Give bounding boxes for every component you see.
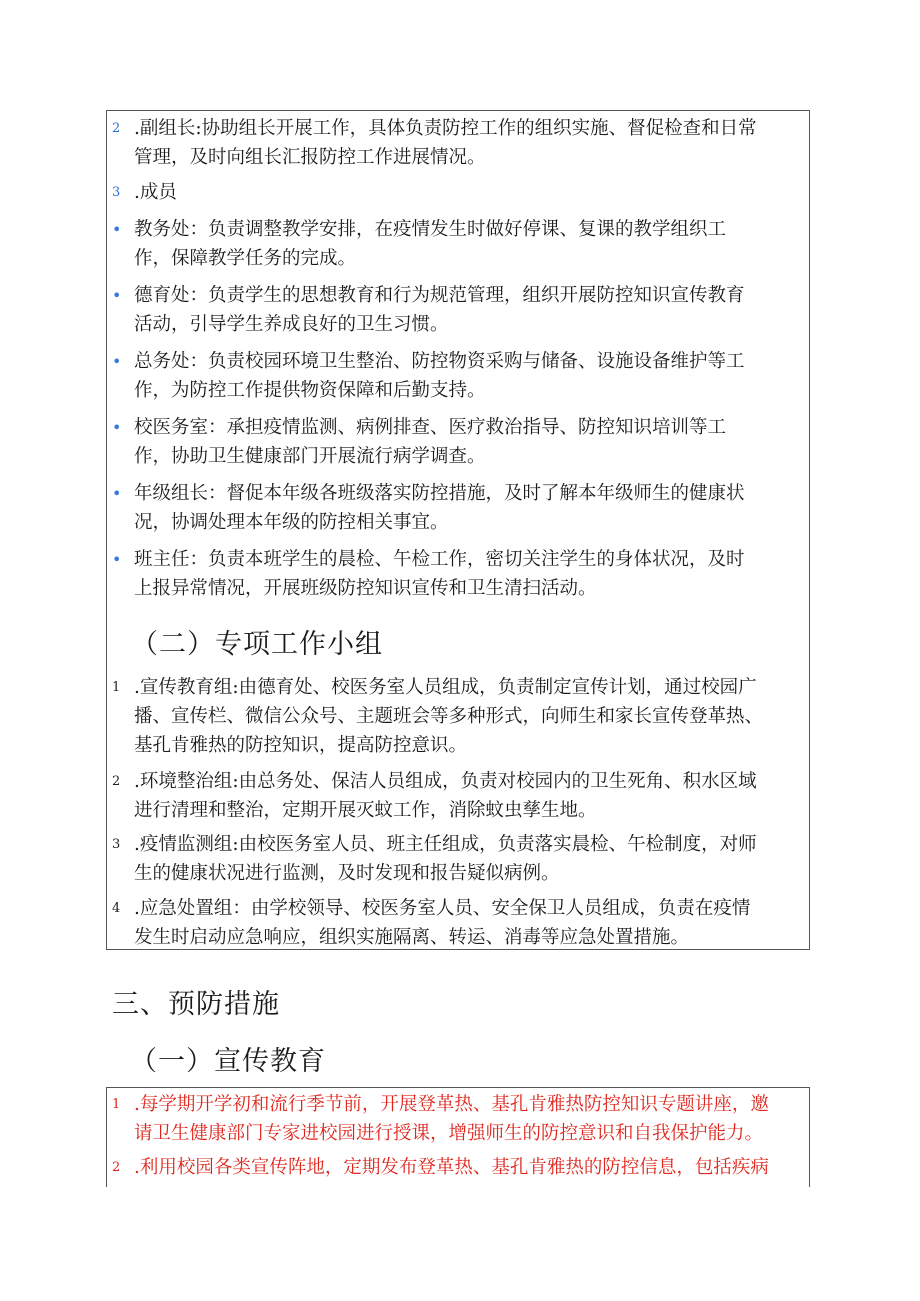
list-number: 2 — [112, 774, 121, 789]
group-item-cont: 基孔肯雅热的防控知识，提高防控意识。 — [134, 735, 468, 756]
bullet-icon: • — [112, 484, 122, 503]
list-number: 2 — [112, 121, 121, 136]
list-number: 3 — [112, 185, 121, 200]
list-number: 1 — [112, 1097, 121, 1112]
team-box: 2 .副组长:协助组长开展工作，具体负责防控工作的组织实施、督促检查和日常 管理，及时向组长汇报防控工作进展情况。 3 .成员 • 教务处：负责调整教学安排，在疫情发生时做好停课、复课的教学组织工 作，保障教学任务的完成。 • 德育处：负责学生的思想教育和行为规范管理，组织开展防控知识宣传教育 活动，引导学生养成良好的卫生习惯。 • 总务处：负责校园环境卫生整治、防控物资采购与储备、设施设备维护等工 作，为防控工作提供物资保障和后勤支持。 • 校医务室：承担疫情监测、病例排查、医疗救治指导、防控知识培训等工 作，协助卫生健康部门开展流行病学调查。 • 年级组长：督促本年级各班级落实防控措施，及时了解本年级师生的健康状 况，协调处理本年级的防控相关事宜。 • 班主任：负责本班学生的晨检、午检工作，密切关注学生的身体状况，及时 上报异常情况，开展班级防控知识宣传和卫生清扫活动。 （二）专项工作小组 1 .宣传教育组:由德育处、校医务室人员组成，负责制定宣传计划，通过校园广 播、宣传栏、微信公众号、主题班会等多种形式，向师生和家长宣传登革热、 基孔肯雅热的防控知识，提高防控意识。 2 .环境整治组:由总务处、保洁人员组成，负责对校园内的卫生死角、积水区域 进行清理和整治，定期开展灭蚊工作，消除蚊虫孳生地。 3 .疫情监测组:由校医务室人员、班主任组成，负责落实晨检、午检制度，对师 生的健康状况进行监测，及时发现和报告疑似病例。 4 .应急处置组：由学校领导、校医务室人员、安全保卫人员组成，负责在疫情 发生时启动应急响应，组织实施隔离、转运、消毒等应急处置措施。 — [106, 110, 810, 950]
list-number: 3 — [112, 837, 121, 852]
group-item-cont: 播、宣传栏、微信公众号、主题班会等多种形式，向师生和家长宣传登革热、 — [134, 706, 764, 727]
bullet-icon: • — [112, 286, 122, 305]
deputy-text: .副组长:协助组长开展工作，具体负责防控工作的组织实施、督促检查和日常 — [134, 118, 757, 139]
list-number: 2 — [112, 1160, 121, 1175]
education-box: 1 .每学期开学初和流行季节前，开展登革热、基孔肯雅热防控知识专题讲座，邀 请卫生健康部门专家进校园进行授课，增强师生的防控意识和自我保护能力。 2 .利用校园各类宣传阵地，定期发布登革热、基孔肯雅热的防控信息，包括疾病 — [106, 1087, 810, 1187]
special-groups-heading: （二）专项工作小组 — [131, 629, 383, 660]
subsection-heading: （一）宣传教育 — [130, 1046, 326, 1077]
list-item-cont: 作，为防控工作提供物资保障和后勤支持。 — [134, 380, 486, 401]
group-item-cont: 生的健康状况进行监测，及时发现和报告疑似病例。 — [134, 863, 560, 884]
group-item-cont: 发生时启动应急响应，组织实施隔离、转运、消毒等应急处置措施。 — [134, 927, 690, 948]
list-item-cont: 作，保障教学任务的完成。 — [134, 248, 357, 269]
members-label: .成员 — [134, 182, 177, 203]
bullet-icon: • — [112, 220, 122, 239]
education-item-cont: 请卫生健康部门专家进校园进行授课，增强师生的防控意识和自我保护能力。 — [134, 1123, 764, 1144]
list-item-cont: 上报异常情况，开展班级防控知识宣传和卫生清扫活动。 — [134, 578, 597, 599]
group-item-cont: 进行清理和整治，定期开展灭蚊工作，消除蚊虫孳生地。 — [134, 800, 597, 821]
list-item-cont: 况，协调处理本年级的防控相关事宜。 — [134, 512, 449, 533]
bullet-icon: • — [112, 550, 122, 569]
list-item-cont: 作，协助卫生健康部门开展流行病学调查。 — [134, 446, 486, 467]
list-number: 4 — [112, 901, 121, 916]
section-heading: 三、预防措施 — [112, 989, 280, 1020]
deputy-text-cont: 管理，及时向组长汇报防控工作进展情况。 — [134, 147, 486, 168]
bullet-icon: • — [112, 352, 122, 371]
list-number: 1 — [112, 680, 121, 695]
bullet-icon: • — [112, 418, 122, 437]
list-item-cont: 活动，引导学生养成良好的卫生习惯。 — [134, 314, 449, 335]
